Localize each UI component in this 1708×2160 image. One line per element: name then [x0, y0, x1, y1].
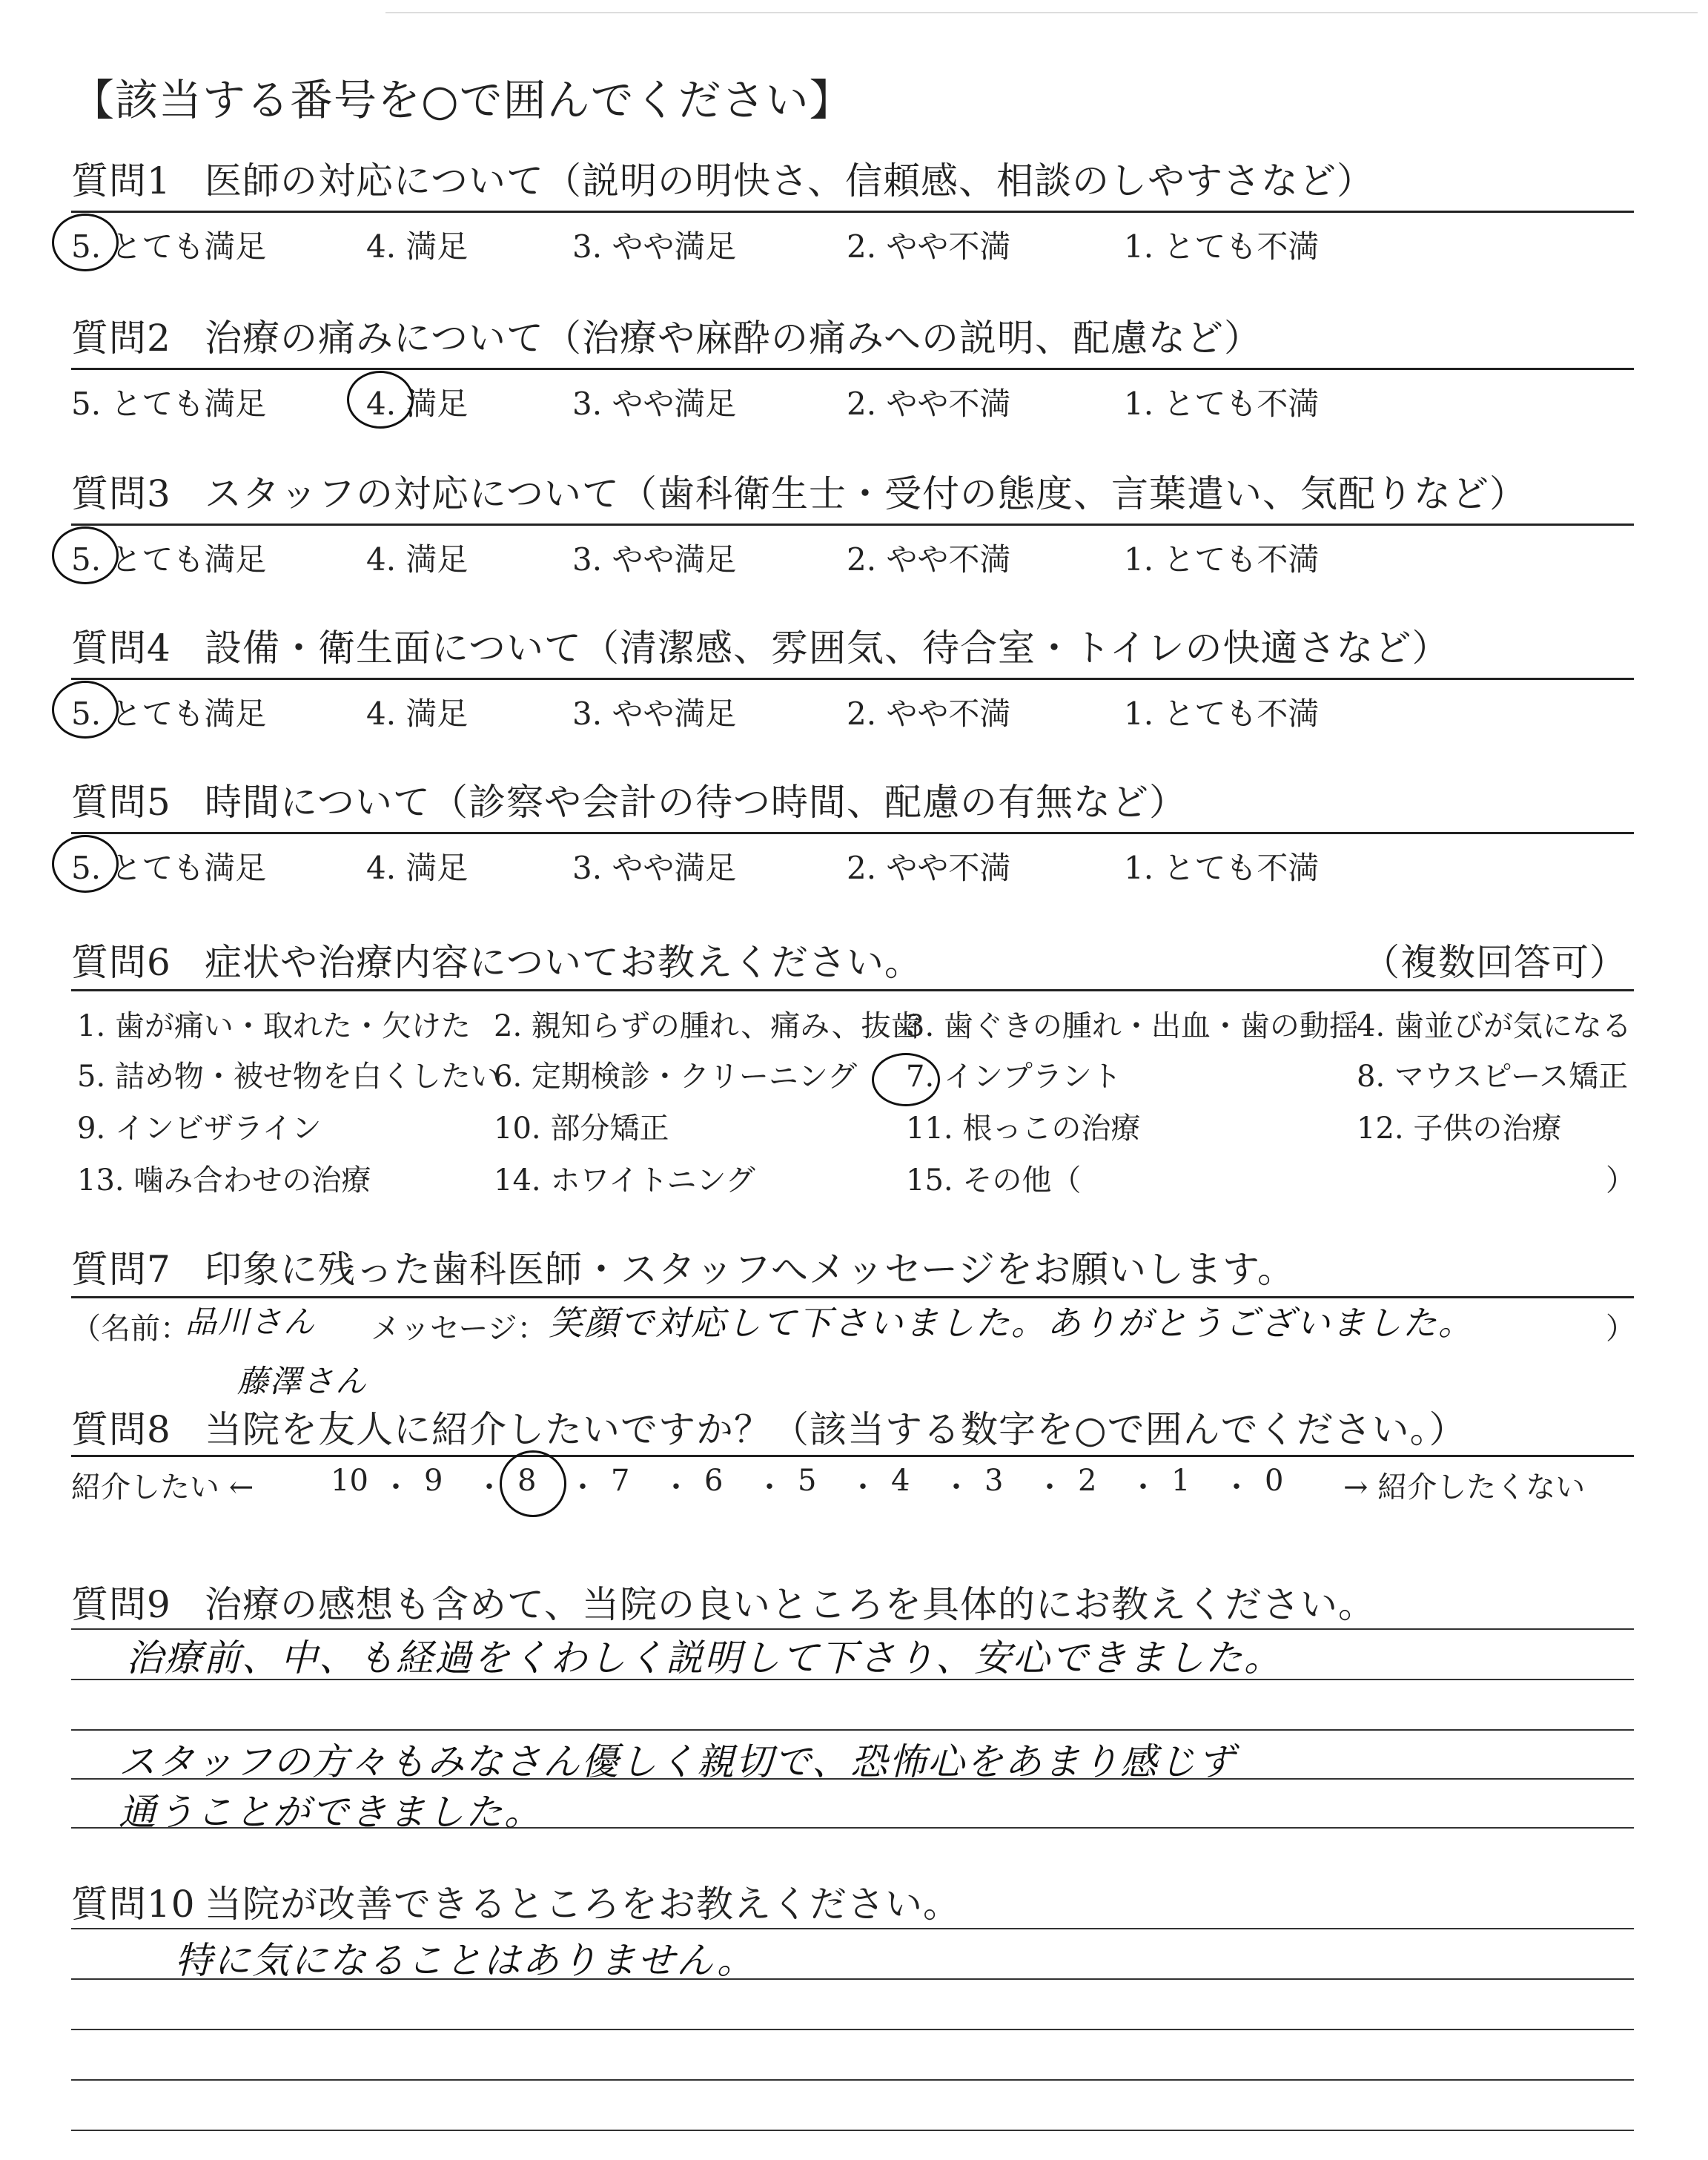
q10-line-1	[71, 1928, 1634, 1929]
q7-name-value-1: 品川さん	[185, 1304, 317, 1340]
q10-line-4	[71, 2079, 1634, 2081]
q8-scale-value[interactable]: 4	[891, 1464, 910, 1498]
selection-circle	[52, 526, 119, 584]
q6-option[interactable]: 10. 部分矯正	[494, 1112, 669, 1146]
q8-label: 質問8	[71, 1408, 171, 1451]
q8-scale-separator: ・	[755, 1470, 784, 1505]
q8-right-label: → 紹介したくない	[1343, 1470, 1586, 1505]
q8-scale-separator: ・	[1128, 1470, 1158, 1505]
rating-option[interactable]: 4. 満足	[366, 850, 469, 886]
rating-option[interactable]: 2. やや不満	[847, 850, 1011, 886]
q9-answer-line: スタッフの方々もみなさん優しく親切で、恐怖心をあまり感じず	[119, 1740, 1236, 1783]
q10-line-3	[71, 2029, 1634, 2030]
rating-option[interactable]: 3. やや満足	[572, 386, 737, 422]
selection-circle	[347, 371, 414, 429]
q7-name-value-2: 藤澤さん	[237, 1363, 368, 1399]
rating-option[interactable]: 5. とても満足	[71, 541, 267, 578]
rating-option[interactable]: 3. やや満足	[572, 850, 737, 886]
q6-option[interactable]: 12. 子供の治療	[1357, 1112, 1562, 1146]
q6-note: （複数回答可）	[1363, 941, 1627, 984]
q8-scale-separator: ・	[848, 1470, 878, 1505]
rating-option[interactable]: 3. やや満足	[572, 228, 737, 265]
q8-scale-separator: ・	[381, 1470, 411, 1505]
rating-option[interactable]: 1. とても不満	[1124, 696, 1320, 732]
q6-option[interactable]: 8. マウスピース矯正	[1357, 1060, 1629, 1094]
question-text: スタッフの対応について（歯科衛生士・受付の態度、言葉遣い、気配りなど）	[205, 472, 1527, 515]
q8-scale-value[interactable]: 2	[1078, 1464, 1097, 1498]
q6-label: 質問6	[71, 941, 171, 984]
q6-option[interactable]: 9. インビザライン	[77, 1112, 322, 1146]
rating-option[interactable]: 4. 満足	[366, 228, 469, 265]
q6-option[interactable]: 1. 歯が痛い・取れた・欠けた	[77, 1009, 471, 1043]
q6-rule	[71, 989, 1634, 991]
rating-option[interactable]: 5. とても満足	[71, 228, 267, 265]
question-label: 質問3	[71, 472, 171, 515]
q9-answer-line: 治療前、中、も経過をくわしく説明して下さり、安心できました。	[126, 1636, 1282, 1680]
rating-option[interactable]: 2. やや不満	[847, 228, 1011, 265]
q9-line-3	[71, 1729, 1634, 1731]
q6-option[interactable]: 6. 定期検診・クリーニング	[494, 1060, 858, 1094]
q8-text: 当院を友人に紹介したいですか？（該当する数字を○で囲んでください。）	[205, 1408, 1467, 1451]
q10-answer-line: 特に気になることはありません。	[175, 1939, 755, 1982]
q9-text: 治療の感想も含めて、当院の良いところを具体的にお教えください。	[205, 1583, 1376, 1626]
q8-scale-value[interactable]: 3	[984, 1464, 1004, 1498]
rating-option[interactable]: 2. やや不満	[847, 541, 1011, 578]
question-label: 質問4	[71, 627, 171, 670]
q6-option[interactable]: 2. 親知らずの腫れ、痛み、抜歯	[494, 1009, 921, 1043]
rating-option[interactable]: 1. とても不満	[1124, 386, 1320, 422]
question-rule	[71, 368, 1634, 370]
q7-message-value: 笑顔で対応して下さいました。ありがとうございました。	[549, 1303, 1474, 1343]
q6-option[interactable]: 3. 歯ぐきの腫れ・出血・歯の動揺	[906, 1009, 1359, 1043]
q6-option[interactable]: 15. その他（	[906, 1163, 1082, 1198]
q8-scale-separator: ・	[568, 1470, 598, 1505]
q6-option[interactable]: 7. インプラント	[906, 1060, 1122, 1094]
question-text: 治療の痛みについて（治療や麻酔の痛みへの説明、配慮など）	[205, 317, 1262, 360]
q8-scale-value[interactable]: 1	[1171, 1464, 1191, 1498]
q10-line-5	[71, 2130, 1634, 2131]
rating-option[interactable]: 1. とても不満	[1124, 541, 1320, 578]
rating-option[interactable]: 2. やや不満	[847, 386, 1011, 422]
q8-scale-value[interactable]: 9	[424, 1464, 443, 1498]
q9-label: 質問9	[71, 1583, 171, 1626]
q8-scale-value[interactable]: 10	[331, 1464, 368, 1498]
question-label: 質問2	[71, 317, 171, 360]
rating-option[interactable]: 4. 満足	[366, 696, 469, 732]
q8-left-label: 紹介したい ←	[71, 1470, 254, 1505]
page-title: 【該当する番号を○で囲んでください】	[71, 75, 853, 125]
q7-label: 質問7	[71, 1248, 171, 1291]
q8-scale-value[interactable]: 7	[611, 1464, 630, 1498]
q8-scale-separator: ・	[941, 1470, 971, 1505]
q8-scale-value[interactable]: 8	[517, 1464, 537, 1498]
rating-option[interactable]: 5. とても満足	[71, 696, 267, 732]
rating-option[interactable]: 2. やや不満	[847, 696, 1011, 732]
selection-circle	[52, 681, 119, 739]
selection-circle	[52, 835, 119, 893]
rating-option[interactable]: 5. とても満足	[71, 850, 267, 886]
q8-scale-separator: ・	[1035, 1470, 1065, 1505]
q6-other-close: ）	[1606, 1163, 1635, 1198]
q8-scale-separator: ・	[474, 1470, 504, 1505]
question-text: 医師の対応について（説明の明快さ、信頼感、相談のしやすさなど）	[205, 159, 1374, 202]
q10-text: 当院が改善できるところをお教えください。	[205, 1883, 961, 1926]
q8-scale-separator: ・	[661, 1470, 691, 1505]
scan-edge	[385, 12, 1698, 13]
q8-rule	[71, 1455, 1634, 1457]
rating-option[interactable]: 3. やや満足	[572, 696, 737, 732]
q6-option[interactable]: 11. 根っこの治療	[906, 1112, 1141, 1146]
question-rule	[71, 524, 1634, 526]
q6-selection-circle	[872, 1053, 940, 1106]
rating-option[interactable]: 1. とても不満	[1124, 850, 1320, 886]
q10-label: 質問10	[71, 1883, 196, 1926]
question-label: 質問1	[71, 159, 171, 202]
q7-message-prefix: メッセージ：	[371, 1312, 547, 1346]
q8-scale-value[interactable]: 6	[704, 1464, 724, 1498]
selection-circle	[52, 214, 119, 271]
q8-scale-value[interactable]: 5	[798, 1464, 817, 1498]
q7-text: 印象に残った歯科医師・スタッフへメッセージをお願いします。	[205, 1248, 1295, 1291]
q6-option[interactable]: 4. 歯並びが気になる	[1357, 1009, 1632, 1043]
q9-answer-line: 通うことができました。	[119, 1791, 543, 1834]
q8-scale-separator: ・	[1222, 1470, 1251, 1505]
rating-option[interactable]: 4. 満足	[366, 386, 469, 422]
rating-option[interactable]: 4. 満足	[366, 541, 469, 578]
rating-option[interactable]: 3. やや満足	[572, 541, 737, 578]
rating-option[interactable]: 1. とても不満	[1124, 228, 1320, 265]
rating-option[interactable]: 5. とても満足	[71, 386, 267, 422]
question-text: 時間について（診察や会計の待つ時間、配慮の有無など）	[205, 781, 1187, 824]
question-rule	[71, 678, 1634, 680]
q6-option[interactable]: 13. 噛み合わせの治療	[77, 1163, 371, 1198]
q8-selection-circle	[500, 1450, 566, 1517]
question-rule	[71, 832, 1634, 834]
q7-name-prefix: （名前：	[71, 1312, 190, 1346]
q7-close: ）	[1606, 1312, 1635, 1346]
q6-option[interactable]: 5. 詰め物・被せ物を白くしたい	[77, 1060, 500, 1094]
q8-scale-value[interactable]: 0	[1265, 1464, 1284, 1498]
question-text: 設備・衛生面について（清潔感、雰囲気、待合室・トイレの快適さなど）	[205, 627, 1450, 670]
q6-option[interactable]: 14. ホワイトニング	[494, 1163, 755, 1198]
question-rule	[71, 211, 1634, 213]
q6-text: 症状や治療内容についてお教えください。	[205, 941, 922, 984]
question-label: 質問5	[71, 781, 171, 824]
